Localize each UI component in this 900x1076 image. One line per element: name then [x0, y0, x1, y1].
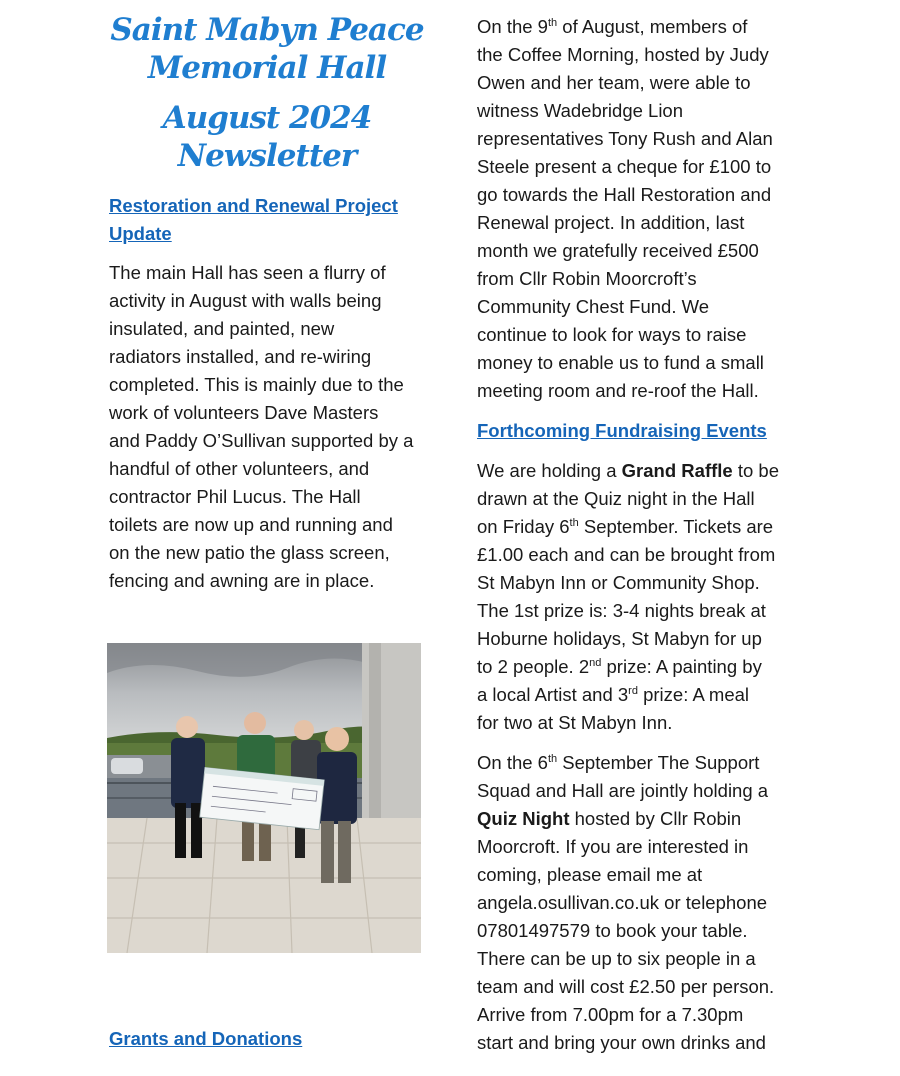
- title-line: Newsletter: [177, 138, 357, 174]
- text-line: radiators installed, and re-wiring: [109, 346, 372, 367]
- text-line: witness Wadebridge Lion: [477, 100, 684, 121]
- text-line: angela.osullivan.co.uk or telephone: [477, 892, 768, 913]
- text-line: work of volunteers Dave Masters: [109, 402, 379, 423]
- grants-heading-wrap[interactable]: [109, 1025, 302, 1053]
- fundraising-heading[interactable]: Forthcoming Fundraising Events: [477, 420, 767, 441]
- text-line: from Cllr Robin Moorcroft’s: [477, 268, 697, 289]
- quiz-paragraph: [477, 749, 795, 1057]
- newsletter-date-title: [109, 99, 425, 175]
- text-line: go towards the Hall Restoration and: [477, 184, 772, 205]
- text-line: representatives Tony Rush and Alan: [477, 128, 773, 149]
- text-line: Steele present a cheque for £100 to: [477, 156, 772, 177]
- text-line: activity in August with walls being: [109, 290, 382, 311]
- text-line: to 2 people. 2nd prize: A painting by: [477, 656, 762, 677]
- text-line: completed. This is mainly due to the: [109, 374, 404, 395]
- newsletter-title: [109, 11, 425, 87]
- heading-line[interactable]: Update: [109, 223, 172, 244]
- text-line: for two at St Mabyn Inn.: [477, 712, 673, 733]
- text-line: handful of other volunteers, and: [109, 458, 370, 479]
- text-line: Owen and her team, were able to: [477, 72, 751, 93]
- left-column: [109, 0, 425, 595]
- text-line: Arrive from 7.00pm for a 7.30pm: [477, 1004, 744, 1025]
- text-line: month we gratefully received £500: [477, 240, 759, 261]
- grants-heading[interactable]: Grants and Donations: [109, 1028, 303, 1049]
- text-line: fencing and awning are in place.: [109, 570, 375, 591]
- title-line: Memorial Hall: [147, 50, 387, 86]
- text-line: 07801497579 to book your table.: [477, 920, 748, 941]
- text-line: contractor Phil Lucus. The Hall: [109, 486, 361, 507]
- cheque-presentation-photo: [107, 643, 421, 953]
- text-line: Community Chest Fund. We: [477, 296, 710, 317]
- text-line: continue to look for ways to raise: [477, 324, 747, 345]
- text-line: insulated, and painted, new: [109, 318, 335, 339]
- restoration-body: [109, 259, 425, 595]
- heading-line[interactable]: Restoration and Renewal Project: [109, 195, 398, 216]
- text-line: There can be up to six people in a: [477, 948, 756, 969]
- title-line: August 2024: [162, 100, 372, 136]
- text-line: On the 9th of August, members of: [477, 16, 748, 37]
- text-line: the Coffee Morning, hosted by Judy: [477, 44, 769, 65]
- text-line: Moorcroft. If you are interested in: [477, 836, 749, 857]
- text-line: toilets are now up and running and: [109, 514, 393, 535]
- fundraising-heading-wrap[interactable]: [477, 417, 795, 445]
- title-line: Saint Mabyn Peace: [110, 12, 424, 48]
- raffle-paragraph: [477, 457, 795, 737]
- text-line: money to enable us to fund a small: [477, 352, 764, 373]
- text-line: drawn at the Quiz night in the Hall: [477, 488, 755, 509]
- text-line: The main Hall has seen a flurry of: [109, 262, 386, 283]
- restoration-heading[interactable]: [109, 192, 425, 248]
- coffee-morning-paragraph: [477, 13, 795, 405]
- text-line: We are holding a Grand Raffle to be: [477, 460, 779, 481]
- text-line: On the 6th September The Support: [477, 752, 760, 773]
- right-column: [477, 13, 795, 1057]
- text-line: Hoburne holidays, St Mabyn for up: [477, 628, 762, 649]
- text-line: The 1st prize is: 3-4 nights break at: [477, 600, 766, 621]
- text-line: start and bring your own drinks and: [477, 1032, 766, 1053]
- text-line: and Paddy O’Sullivan supported by a: [109, 430, 414, 451]
- text-line: Quiz Night hosted by Cllr Robin: [477, 808, 742, 829]
- text-line: £1.00 each and can be brought from: [477, 544, 776, 565]
- text-line: on the new patio the glass screen,: [109, 542, 390, 563]
- text-line: coming, please email me at: [477, 864, 703, 885]
- text-line: St Mabyn Inn or Community Shop.: [477, 572, 760, 593]
- text-line: Squad and Hall are jointly holding a: [477, 780, 769, 801]
- text-line: team and will cost £2.50 per person.: [477, 976, 775, 997]
- text-line: meeting room and re-roof the Hall.: [477, 380, 759, 401]
- text-line: Renewal project. In addition, last: [477, 212, 745, 233]
- text-line: on Friday 6th September. Tickets are: [477, 516, 774, 537]
- text-line: a local Artist and 3rd prize: A meal: [477, 684, 750, 705]
